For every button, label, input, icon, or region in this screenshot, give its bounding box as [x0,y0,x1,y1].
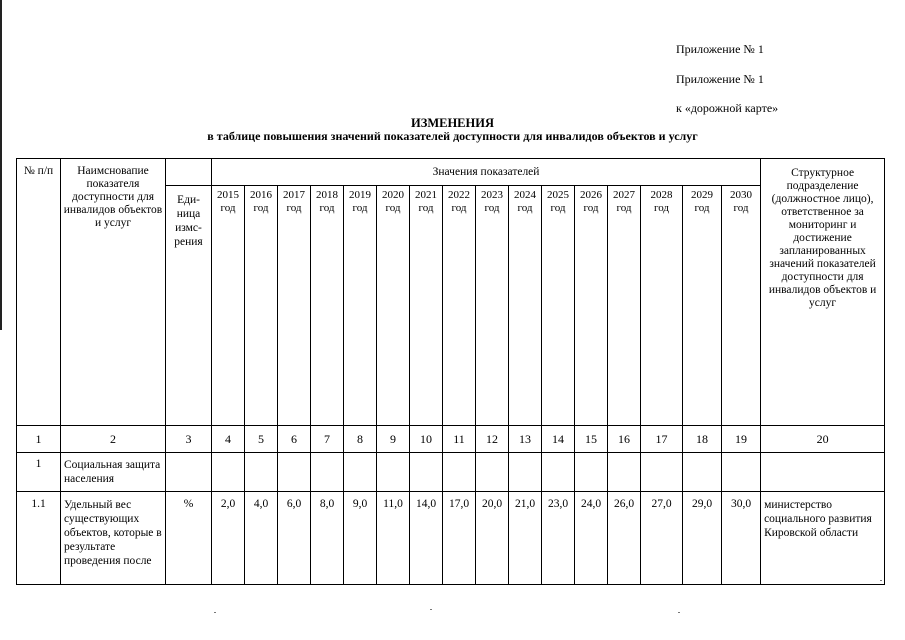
header-year-number: 2018 [316,189,338,201]
header-year-number: 2027 [613,189,635,201]
header-year-number: 2025 [547,189,569,201]
column-number-6: 6 [278,426,311,453]
header-year-number: 2023 [481,189,503,201]
section-empty-cell [344,453,377,492]
header-year-number: 2015 [217,189,239,201]
scan-speck [880,580,882,581]
header-year-suffix: год [418,202,434,214]
header-year-suffix: год [517,202,533,214]
header-year-2018 [311,186,344,426]
header-year-2015 [212,186,245,426]
header-year-suffix: год [220,202,236,214]
column-number-9: 9 [377,426,410,453]
header-year-number: 2028 [650,189,673,201]
header-values-group: Значения показателей [212,159,761,186]
row-value-2016: 4,0 [245,492,278,585]
section-empty-cell [245,453,278,492]
header-year-number: 2019 [349,189,371,201]
row-unit: % [166,492,212,585]
row-value-2019: 9,0 [344,492,377,585]
header-indicator-name: Наимсновапие показателя доступности для инвалидов объектов и услуг [61,159,166,426]
row-value-2030: 30,0 [722,492,761,585]
header-year-2029 [683,186,722,426]
header-row-top [17,159,885,186]
header-year-suffix: год [286,202,302,214]
section-empty-cell [311,453,344,492]
row-value-2020: 11,0 [377,492,410,585]
header-year-suffix: год [253,202,269,214]
header-unit-top-cell [166,159,212,186]
column-number-7: 7 [311,426,344,453]
section-empty-cell [683,453,722,492]
column-number-20: 20 [761,426,885,453]
column-number-4: 4 [212,426,245,453]
row-value-2024: 21,0 [509,492,542,585]
header-year-2021 [410,186,443,426]
scan-speck [430,609,432,610]
header-year-suffix: год [733,202,749,214]
header-year-2020 [377,186,410,426]
header-unit: Еди-ница измс-рения [166,186,212,426]
column-number-10: 10 [410,426,443,453]
column-number-5: 5 [245,426,278,453]
row-value-2021: 14,0 [410,492,443,585]
section-empty-cell [722,453,761,492]
section-empty-cell [575,453,608,492]
column-number-16: 16 [608,426,641,453]
column-number-11: 11 [443,426,476,453]
section-num: 1 [17,453,61,492]
header-year-number: 2017 [283,189,305,201]
header-year-suffix: год [352,202,368,214]
header-year-2027 [608,186,641,426]
header-year-suffix: год [616,202,632,214]
header-year-number: 2022 [448,189,470,201]
row-value-2018: 8,0 [311,492,344,585]
indicators-table [16,158,885,585]
header-responsible: Структурное подразделение (должностное лицо), ответственное за мониторинг и достижение запланированных значений показателей доступности для инвалидов объектов и услуг [761,159,885,426]
column-number-8: 8 [344,426,377,453]
row-value-2025: 23,0 [542,492,575,585]
header-year-number: 2026 [580,189,602,201]
table-row [17,492,885,585]
header-year-2026 [575,186,608,426]
column-number-13: 13 [509,426,542,453]
header-year-2017 [278,186,311,426]
header-year-suffix: год [694,202,710,214]
section-empty-cell [212,453,245,492]
header-year-2024 [509,186,542,426]
column-number-15: 15 [575,426,608,453]
header-num: № п/п [17,159,61,426]
row-value-2028: 27,0 [641,492,683,585]
section-empty-cell [476,453,509,492]
header-year-suffix: год [319,202,335,214]
header-year-suffix: год [484,202,500,214]
appendix-label-3: к «дорожной карте» [676,101,779,115]
document-subtitle: в таблице повышения значений показателей доступности для инвалидов объектов и услуг [207,129,698,143]
header-year-suffix: год [550,202,566,214]
header-year-2019 [344,186,377,426]
row-responsible: министерство социального развития Кировской области [761,492,885,585]
section-row [17,453,885,492]
column-number-3: 3 [166,426,212,453]
header-year-suffix: год [653,202,670,214]
header-year-2023 [476,186,509,426]
header-year-2025 [542,186,575,426]
header-year-number: 2029 [691,189,713,201]
scan-edge-line [0,0,2,330]
header-year-suffix: год [583,202,599,214]
column-number-14: 14 [542,426,575,453]
section-empty-cell [509,453,542,492]
row-value-2022: 17,0 [443,492,476,585]
column-number-row [17,426,885,453]
row-value-2015: 2,0 [212,492,245,585]
column-number-12: 12 [476,426,509,453]
row-num: 1.1 [17,492,61,585]
column-number-19: 19 [722,426,761,453]
scan-speck [678,612,680,613]
section-empty-cell [608,453,641,492]
section-label: Социальная защита населения [61,453,166,492]
column-number-18: 18 [683,426,722,453]
row-indicator-name: Удельный вес существующих объектов, которые в результате проведения после [61,492,166,585]
header-year-number: 2030 [730,189,753,201]
header-year-number: 2024 [514,189,536,201]
row-value-2026: 24,0 [575,492,608,585]
section-empty-cell [542,453,575,492]
appendix-label-1: Приложение № 1 [676,42,764,56]
column-number-1: 1 [17,426,61,453]
header-year-suffix: год [385,202,401,214]
section-empty-cell [166,453,212,492]
header-year-2022 [443,186,476,426]
row-value-2023: 20,0 [476,492,509,585]
header-year-number: 2016 [250,189,272,201]
header-year-number: 2020 [382,189,404,201]
column-number-2: 2 [61,426,166,453]
section-empty-cell [641,453,683,492]
appendix-label-2: Приложение № 1 [676,72,764,86]
document-title: ИЗМЕНЕНИЯ [411,116,494,130]
header-year-2028 [641,186,683,426]
section-empty-cell [761,453,885,492]
header-year-2030 [722,186,761,426]
header-year-suffix: год [451,202,467,214]
section-empty-cell [377,453,410,492]
scan-speck [214,612,216,613]
row-value-2017: 6,0 [278,492,311,585]
header-year-number: 2021 [415,189,437,201]
column-number-17: 17 [641,426,683,453]
header-year-2016 [245,186,278,426]
section-empty-cell [278,453,311,492]
section-empty-cell [410,453,443,492]
row-value-2029: 29,0 [683,492,722,585]
section-empty-cell [443,453,476,492]
row-value-2027: 26,0 [608,492,641,585]
